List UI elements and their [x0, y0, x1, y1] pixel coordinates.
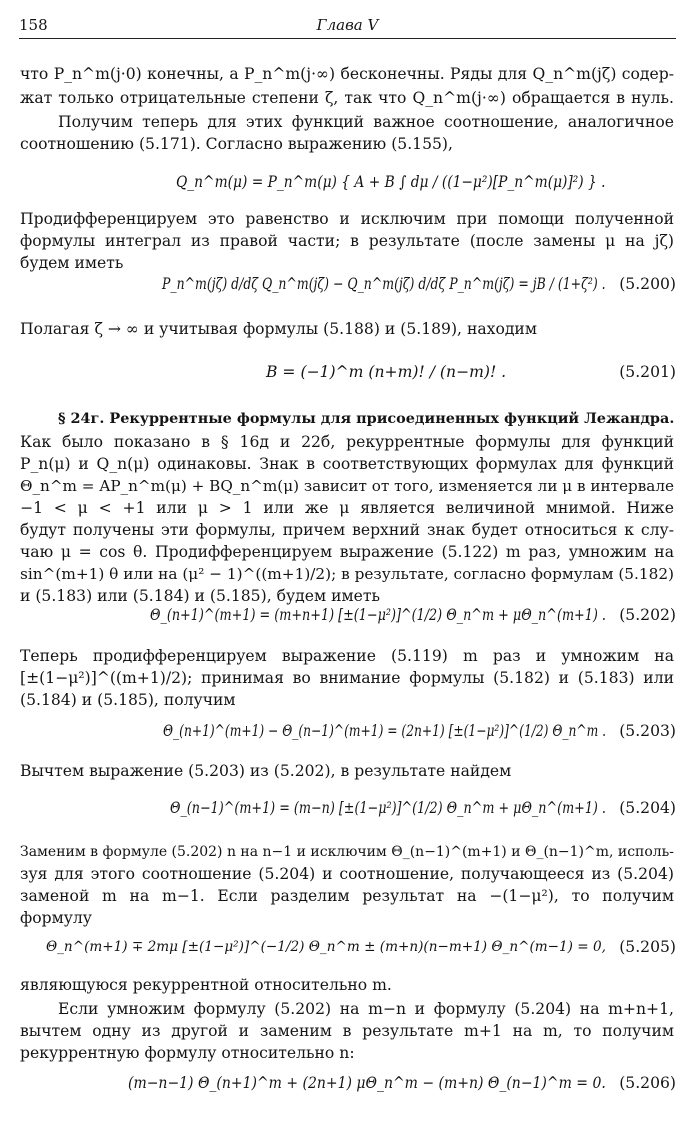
text-line: будем иметь: [20, 254, 124, 272]
text-line: соотношению (5.171). Согласно выражению (5.155),: [20, 135, 453, 153]
equation-number: (5.201): [619, 363, 676, 381]
running-head: Глава V: [316, 16, 379, 34]
equation-number: (5.205): [619, 938, 676, 956]
text-line: sin^(m+1) θ или на (μ² − 1)^((m+1)/2); в результате, согласно формулам (5.182): [20, 565, 674, 583]
text-line: Продифференцируем это равенство и исключим при помощи полученной: [20, 210, 674, 228]
text-line: будут получены эти формулы, причем верхний знак будет относиться к слу-: [20, 521, 674, 539]
equation-number: (5.204): [619, 799, 676, 817]
text-line: −1 < μ < +1 или μ > 1 или же μ является величиной мнимой. Ниже: [20, 499, 674, 517]
text-line: Полагая ζ → ∞ и учитывая формулы (5.188) и (5.189), находим: [20, 320, 537, 338]
text-line: являющуюся рекуррентной относительно m.: [20, 976, 392, 994]
text-line: Получим теперь для этих функций важное соотношение, аналогичное: [58, 113, 674, 131]
text-line: Заменим в формуле (5.202) n на n−1 и исключим Θ_(n−1)^(m+1) и Θ_(n−1)^m, исполь-: [20, 844, 674, 860]
text-line: Вычтем выражение (5.203) из (5.202), в результате найдем: [20, 762, 512, 780]
equation-number: (5.200): [619, 275, 676, 293]
text-line: что P_n^m(j·0) конечны, а P_n^m(j·∞) бесконечны. Ряды для Q_n^m(jζ) содер-: [20, 65, 674, 83]
text-line: чаю μ = cos θ. Продифференцируем выражение (5.122) m раз, умножим на: [20, 543, 674, 561]
text-line: рекуррентную формулу относительно n:: [20, 1044, 355, 1062]
text-line: Если умножим формулу (5.202) на m−n и формулу (5.204) на m+n+1,: [58, 1000, 674, 1018]
equation: Θ_n^(m+1) ∓ 2mμ [±(1−μ²)]^(−1/2) Θ_n^m ± (m+n)(n−m+1) Θ_n^(m−1) = 0,: [46, 939, 606, 955]
page-header: [19, 14, 676, 39]
equation: Θ_(n−1)^(m+1) = (m−n) [±(1−μ²)]^(1/2) Θ_n^m + μΘ_n^(m+1) .: [170, 799, 606, 817]
text-line: заменой m на m−1. Если разделим результат на −(1−μ²), то получим: [20, 887, 674, 905]
text-line: и (5.183) или (5.184) и (5.185), будем иметь: [20, 587, 380, 605]
text-line: P_n(μ) и Q_n(μ) одинаковы. Знак в соответствующих формулах для функций: [20, 455, 674, 473]
text-line: формулу: [20, 909, 92, 927]
text-line: Θ_n^m = AP_n^m(μ) + BQ_n^m(μ) зависит от того, изменяется ли μ в интервале: [20, 477, 674, 495]
equation: Q_n^m(μ) = P_n^m(μ) { A + B ∫ dμ / ((1−μ²)[P_n^m(μ)]²) } .: [176, 173, 606, 191]
equation-number: (5.206): [619, 1074, 676, 1092]
equation: P_n^m(jζ) d/dζ Q_n^m(jζ) − Q_n^m(jζ) d/dζ P_n^m(jζ) = jB / (1+ζ²) .: [162, 275, 606, 293]
section-heading: § 24г. Рекуррентные формулы для присоединенных функций Лежандра.: [58, 410, 674, 427]
equation: Θ_(n+1)^(m+1) = (m+n+1) [±(1−μ²)]^(1/2) Θ_n^m + μΘ_n^(m+1) .: [150, 606, 606, 624]
text-line: жат только отрицательные степени ζ, так что Q_n^m(j·∞) обращается в нуль.: [20, 89, 674, 107]
equation-number: (5.202): [619, 606, 676, 624]
text-line: [±(1−μ²)]^((m+1)/2); принимая во внимание формулы (5.182) и (5.183) или: [20, 669, 674, 687]
text-line: зуя для этого соотношение (5.204) и соотношение, получающееся из (5.204): [20, 865, 674, 883]
text-line: вычтем одну из другой и заменим в результате m+1 на m, то получим: [20, 1022, 674, 1040]
page-number: 158: [19, 16, 48, 34]
equation: B = (−1)^m (n+m)! / (n−m)! .: [266, 363, 507, 381]
equation: Θ_(n+1)^(m+1) − Θ_(n−1)^(m+1) = (2n+1) [±(1−μ²)]^(1/2) Θ_n^m .: [163, 722, 607, 740]
equation: (m−n−1) Θ_(n+1)^m + (2n+1) μΘ_n^m − (m+n) Θ_(n−1)^m = 0.: [128, 1074, 606, 1092]
text-line: Теперь продифференцируем выражение (5.119) m раз и умножим на: [20, 647, 674, 665]
text-line: Как было показано в § 16д и 22б, рекуррентные формулы для функций: [20, 433, 674, 451]
text-line: (5.184) и (5.185), получим: [20, 691, 236, 709]
text-line: формулы интеграл из правой части; в результате (после замены μ на jζ): [20, 232, 674, 250]
equation-number: (5.203): [619, 722, 676, 740]
